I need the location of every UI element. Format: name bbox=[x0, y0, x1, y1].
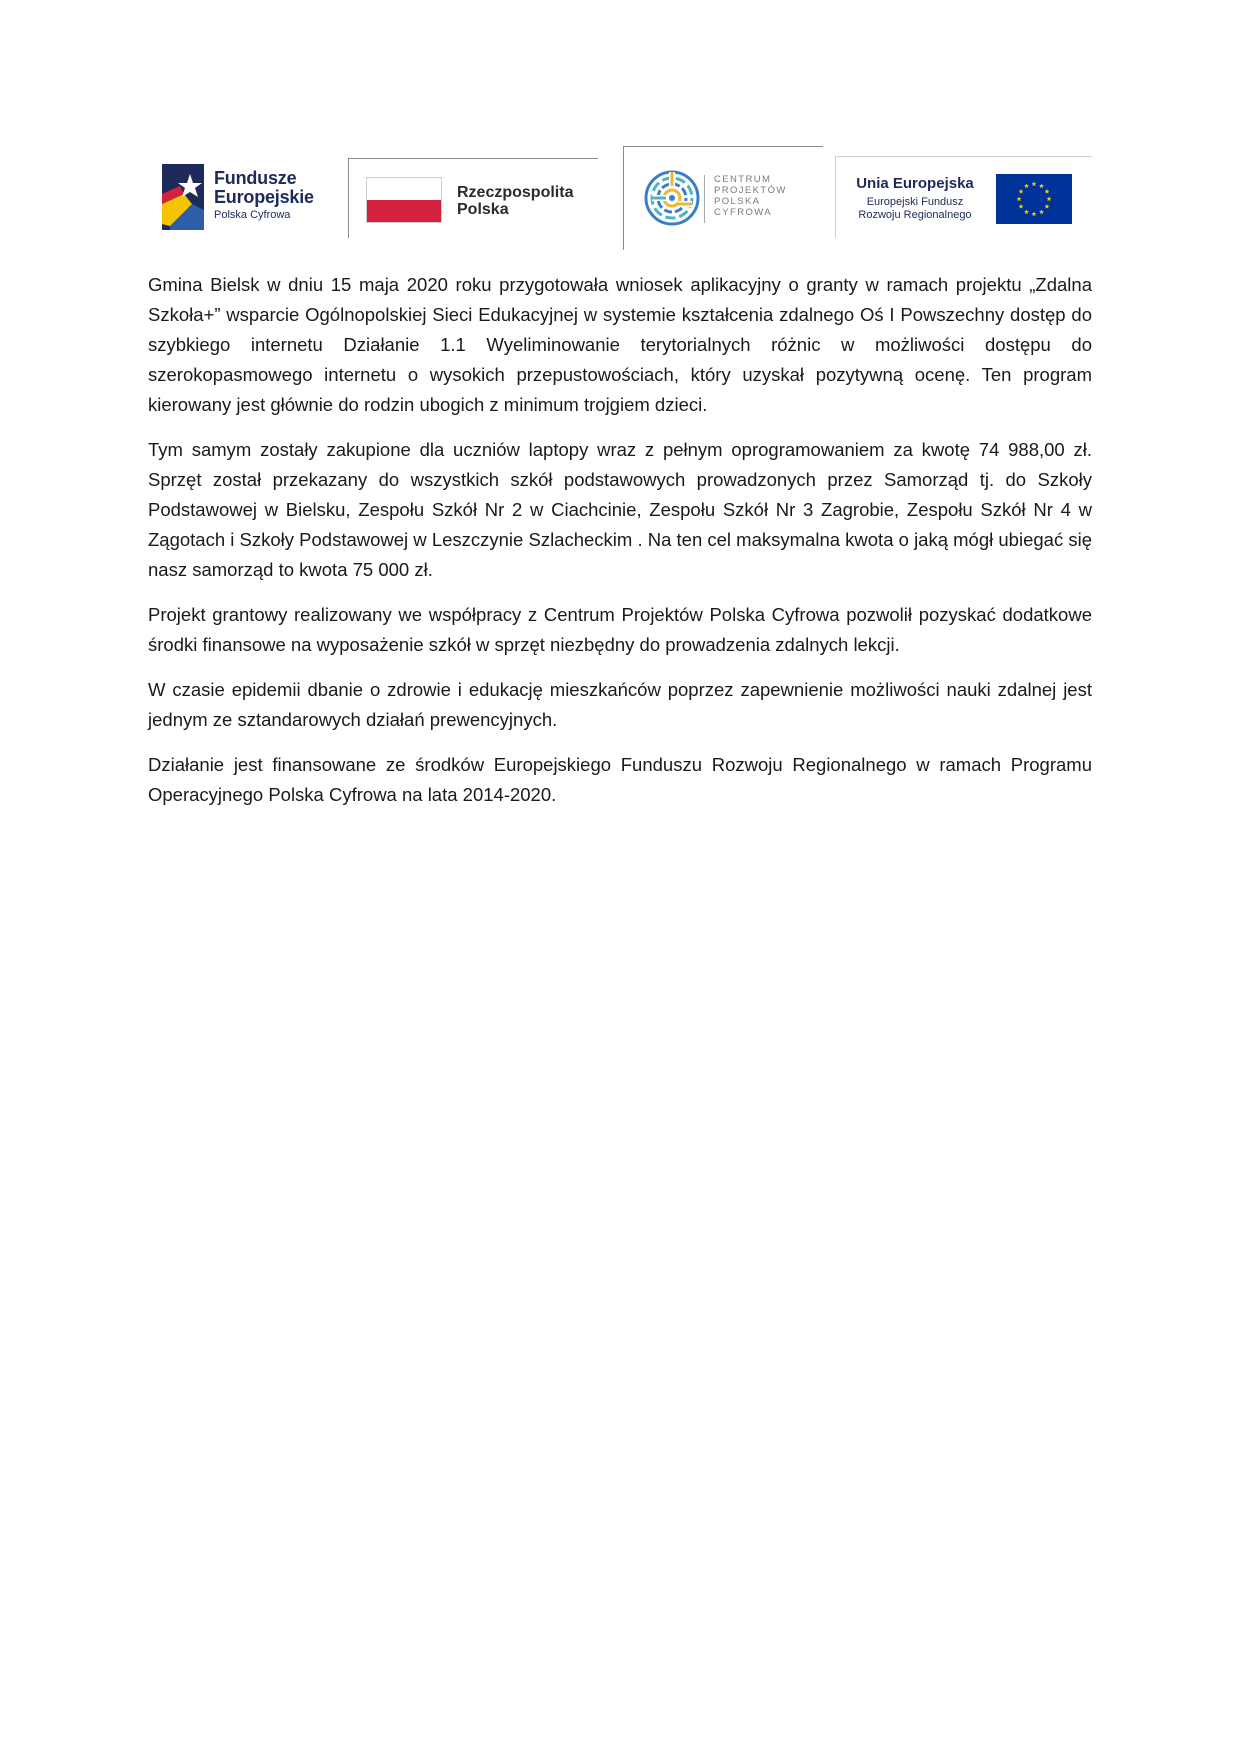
fe-title-line2: Europejskie bbox=[214, 187, 314, 207]
fe-title-line1: Fundusze bbox=[214, 168, 297, 188]
cppc-divider bbox=[704, 175, 705, 223]
paragraph-grant-project: Projekt grantowy realizowany we współpracy z Centrum Projektów Polska Cyfrowa pozwolił pozyskać dodatkowe środki finansowe na wyposażenie szkół w sprzęt niezbędny do prowadzenia zdalnych lekcji. bbox=[148, 604, 1092, 655]
cppc-line2: PROJEKTÓW bbox=[714, 185, 787, 196]
logo-bar bbox=[148, 146, 1092, 250]
paragraph-epidemic: W czasie epidemii dbanie o zdrowie i edukację mieszkańców poprzez zapewnienie możliwości nauki zdalnej jest jednym ze sztandarowych działań prewencyjnych. bbox=[148, 679, 1092, 730]
fundusze-europejskie-emblem-icon bbox=[162, 164, 208, 230]
ue-subtitle-line2: Rozwoju Regionalnego bbox=[858, 209, 972, 221]
ue-title: Unia Europejska bbox=[856, 175, 974, 192]
fundusze-europejskie-logo bbox=[148, 156, 344, 236]
fe-subtitle: Polska Cyfrowa bbox=[214, 209, 291, 221]
paragraph-laptops-purchase: Tym samym zostały zakupione dla uczniów laptopy wraz z pełnym oprogramowaniem za kwotę 74 988,00 zł. Sprzęt został przekazany do wszystkich szkół podstawowych prowadzonych przez Samorząd tj. do Szkoły Podstawowej w Bielsku, Zespołu Szkół Nr 2 w Ciachcinie, Zespołu Szkół Nr 3 Zagrobie, Zespołu Szkół Nr 4 w Zągotach i Szkoły Podstawowej w Leszczynie Szlacheckim . Na ten cel maksymalna kwota o jaką mógł ubiegać się nasz samorząd to kwota 75 000 zł. bbox=[148, 439, 1092, 580]
cppc-line1: CENTRUM bbox=[714, 174, 772, 185]
paragraph-financing: Działanie jest finansowane ze środków Europejskiego Funduszu Rozwoju Regionalnego w ramach Programu Operacyjnego Polska Cyfrowa na lata 2014-2020. bbox=[148, 754, 1092, 805]
ue-subtitle-line1: Europejski Fundusz bbox=[866, 196, 964, 208]
polish-flag-icon bbox=[366, 177, 442, 223]
cppc-line3: POLSKA bbox=[714, 196, 761, 207]
centrum-projektow-polska-cyfrowa-logo bbox=[623, 146, 823, 250]
document-body bbox=[148, 270, 1092, 825]
rp-title-line1: Rzeczpospolita bbox=[457, 184, 574, 201]
cppc-maze-emblem-icon bbox=[644, 169, 700, 227]
cppc-line4: CYFROWA bbox=[714, 207, 773, 218]
unia-europejska-logo bbox=[835, 156, 1092, 238]
eu-flag-icon bbox=[996, 174, 1072, 224]
rp-title-line2: Polska bbox=[457, 201, 509, 218]
rzeczpospolita-polska-logo bbox=[348, 158, 598, 238]
paragraph-grant-application: Gmina Bielsk w dniu 15 maja 2020 roku przygotowała wniosek aplikacyjny o granty w ramach projektu „Zdalna Szkoła+” wsparcie Ogólnopolskiej Sieci Edukacyjnej w systemie kształcenia zdalnego Oś I Powszechny dostęp do szybkiego internetu Działanie 1.1 Wyeliminowanie terytorialnych różnic w możliwości dostępu do szerokopasmowego internetu o wysokich przepustowościach, który uzyskał pozytywną ocenę. Ten program kierowany jest głównie do rodzin ubogich z minimum trojgiem dzieci. bbox=[148, 274, 1092, 415]
